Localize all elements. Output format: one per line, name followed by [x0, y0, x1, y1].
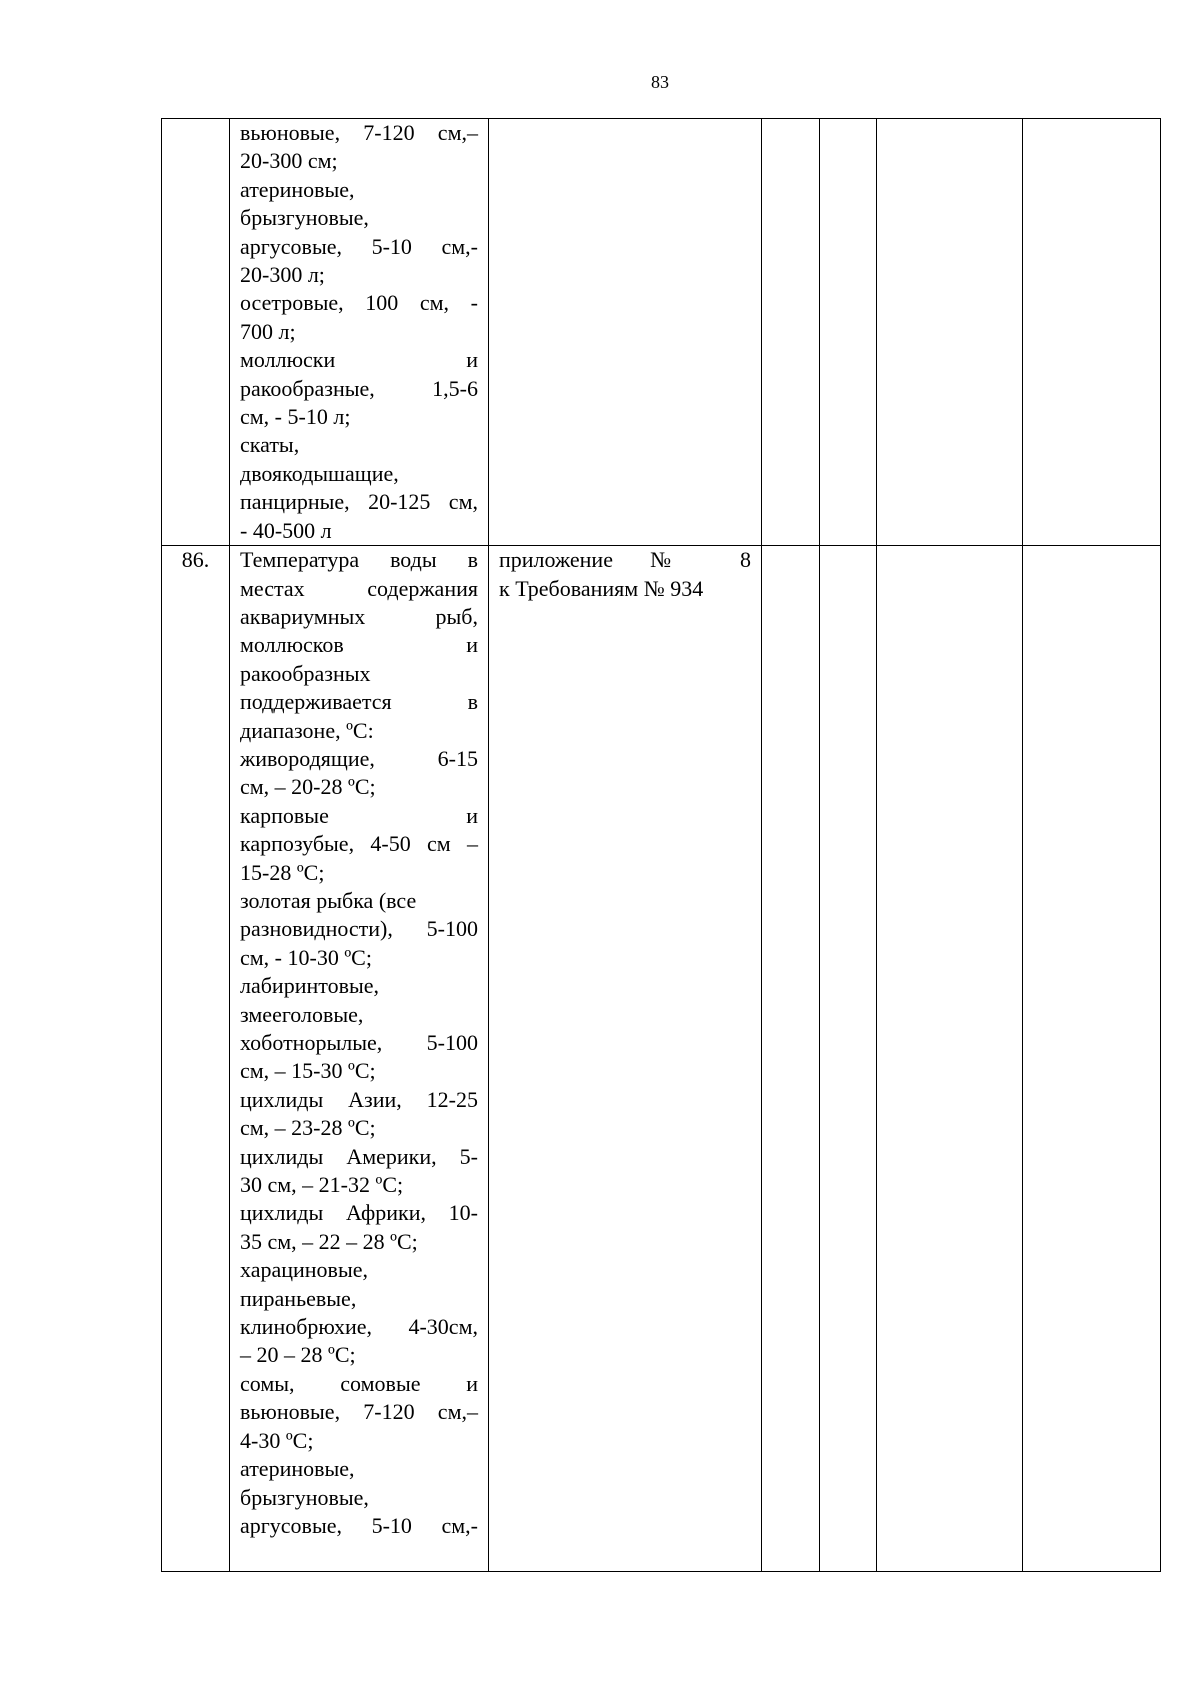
- requirement-text-line: см, – 20-28 ºС;: [240, 774, 376, 800]
- reference-cell: [489, 119, 762, 546]
- requirement-text-line: диапазоне, ºС:: [240, 717, 374, 743]
- requirement-text-line: брызгуновые,: [240, 205, 369, 231]
- table-row: [162, 119, 1161, 546]
- requirement-text-line: аргусовые, 5-10 см,-: [240, 233, 478, 259]
- requirement-text-line: брызгуновые,: [240, 1484, 369, 1510]
- notes-cell: [1023, 546, 1161, 1572]
- not-applicable-cell: [877, 119, 1023, 546]
- requirement-text-line: сомы, сомовые и: [240, 1370, 478, 1396]
- requirement-text-line: поддерживается в: [240, 689, 478, 715]
- requirement-text-line: местах содержания: [240, 575, 478, 601]
- requirement-text-line: 35 см, – 22 – 28 ºС;: [240, 1228, 418, 1254]
- requirement-text-line: вьюновые, 7-120 см,–: [240, 1399, 478, 1425]
- requirement-text-line: харациновые,: [240, 1257, 368, 1283]
- requirement-text-cell: [230, 546, 489, 1572]
- requirement-text-line: см, – 15-30 ºС;: [240, 1058, 376, 1084]
- requirement-text-line: 4-30 ºС;: [240, 1427, 314, 1453]
- requirement-text-line: атериновые,: [240, 1456, 355, 1482]
- requirement-text-line: разновидности), 5-100: [240, 916, 478, 942]
- requirement-text-line: цихлиды Азии, 12-25: [240, 1086, 478, 1112]
- requirement-text-line: карповые и: [240, 802, 478, 828]
- requirement-text-line: осетровые, 100 см, -: [240, 290, 478, 316]
- answer-yes-cell: [762, 546, 820, 1572]
- notes-cell: [1023, 119, 1161, 546]
- reference-text-line: приложение № 8: [499, 547, 751, 573]
- requirement-text-line: ракообразных: [240, 660, 371, 686]
- requirement-text-line: двоякодышащие,: [240, 460, 399, 486]
- answer-no-cell: [820, 546, 877, 1572]
- reference-text-line: к Требованиям № 934: [499, 575, 704, 601]
- not-applicable-cell: [877, 546, 1023, 1572]
- requirement-text-line: 15-28 ºС;: [240, 859, 325, 885]
- requirement-text-line: – 20 – 28 ºС;: [240, 1342, 356, 1368]
- requirement-text-line: хоботнорылые, 5-100: [240, 1030, 478, 1055]
- requirement-text-line: аквариумных рыб,: [240, 603, 478, 629]
- reference-cell: [489, 546, 762, 1572]
- requirement-text-line: моллюсков и: [240, 632, 478, 658]
- requirement-text-line: скаты,: [240, 432, 300, 458]
- requirements-table: [161, 118, 1161, 1572]
- requirement-text-line: карпозубые, 4-50 см –: [240, 831, 478, 857]
- table-row: [162, 546, 1161, 1572]
- requirement-text-line: - 40-500 л: [240, 517, 332, 543]
- requirement-text-line: моллюски и: [240, 347, 478, 373]
- requirement-text-line: клинобрюхие, 4-30см,: [240, 1314, 478, 1340]
- requirement-text-line: панцирные, 20-125 см,: [240, 489, 478, 515]
- requirement-text-line: атериновые,: [240, 176, 355, 202]
- requirement-text-line: 700 л;: [240, 318, 296, 344]
- row-number-cell: [162, 119, 230, 546]
- row-number-cell: 86.: [162, 546, 230, 1572]
- answer-no-cell: [820, 119, 877, 546]
- requirement-text-line: золотая рыбка (все: [240, 887, 417, 913]
- requirement-text-line: вьюновые, 7-120 см,–: [240, 120, 478, 145]
- requirement-text-line: пираньевые,: [240, 1285, 357, 1311]
- page-number: 83: [651, 72, 669, 92]
- requirement-text-line: цихлиды Африки, 10-: [240, 1200, 478, 1226]
- answer-yes-cell: [762, 119, 820, 546]
- requirement-text-line: см, - 10-30 ºС;: [240, 944, 372, 970]
- requirement-text-line: лабиринтовые,: [240, 973, 380, 999]
- requirement-text-line: аргусовые, 5-10 см,-: [240, 1512, 478, 1538]
- requirement-text-line: цихлиды Америки, 5-: [240, 1143, 478, 1169]
- requirement-text-line: см, – 23-28 ºС;: [240, 1115, 376, 1141]
- requirement-text-line: Температура воды в: [240, 547, 478, 573]
- requirement-text-line: ракообразные, 1,5-6: [240, 375, 478, 401]
- requirement-text-line: 20-300 см;: [240, 148, 338, 174]
- requirement-text-line: змееголовые,: [240, 1001, 364, 1027]
- requirement-text-line: живородящие, 6-15: [240, 745, 478, 771]
- requirement-text-line: см, - 5-10 л;: [240, 404, 351, 430]
- requirement-text-line: 30 см, – 21-32 ºС;: [240, 1172, 404, 1198]
- requirement-text-cell: [230, 119, 489, 546]
- requirement-text-line: 20-300 л;: [240, 262, 325, 288]
